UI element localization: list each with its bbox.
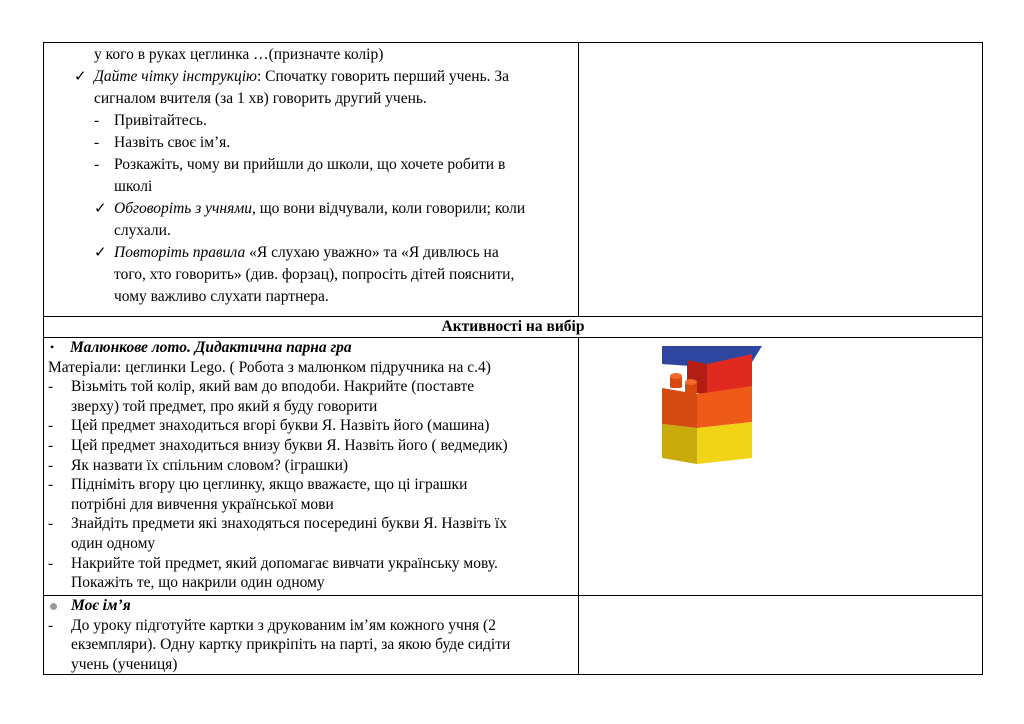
text-line: сигналом вчителя (за 1 хв) говорить другий учень. bbox=[94, 90, 427, 107]
dash-item bbox=[44, 616, 578, 636]
right-cell bbox=[578, 43, 982, 317]
checkmark-icon: ✓ bbox=[94, 201, 107, 217]
text-line: у кого в руках цеглинка …(призначте колір) bbox=[94, 46, 384, 63]
dash-item bbox=[44, 436, 578, 456]
dash-marker: - bbox=[48, 476, 54, 494]
text-line: потрібні для вивчення української мови bbox=[71, 495, 334, 513]
text-line: Підніміть вгору цю цеглинку, якщо вважаєте, що ці іграшки bbox=[71, 476, 468, 494]
dash-marker: - bbox=[48, 554, 54, 572]
activity-title: Малюнкове лото. Дидактична парна гра bbox=[70, 339, 352, 356]
dash-marker: - bbox=[48, 378, 54, 396]
dash-item bbox=[44, 554, 578, 574]
document-page bbox=[43, 42, 983, 675]
text-line: Як назвати їх спільним словом? (іграшки) bbox=[71, 456, 349, 474]
dash-item bbox=[44, 456, 578, 476]
check-item bbox=[44, 242, 578, 264]
table-row bbox=[44, 43, 983, 317]
text-line: До уроку підготуйте картки з друкованим ім’ям кожного учня (2 bbox=[71, 616, 496, 634]
instruction-text: : Спочатку говорить перший учень. За bbox=[256, 68, 510, 85]
materials-line: Матеріали: цеглинки Lego. ( Робота з малюнком підручника на с.4) bbox=[48, 358, 491, 376]
text-line: чому важливо слухати партнера. bbox=[114, 288, 329, 305]
checkmark-icon: ✓ bbox=[74, 69, 87, 85]
dash-marker: - bbox=[48, 417, 54, 435]
table-row bbox=[44, 596, 983, 675]
check-item bbox=[44, 66, 578, 88]
dash-marker: - bbox=[48, 456, 54, 474]
instruction-text: , що вони відчували, коли говорили; коли bbox=[251, 200, 526, 217]
text-line: Цей предмет знаходиться вгорі букви Я. Назвіть його (машина) bbox=[71, 417, 490, 435]
dash-item bbox=[44, 132, 578, 154]
dash-marker: - bbox=[48, 436, 54, 454]
table-row bbox=[44, 317, 983, 338]
text-line: слухали. bbox=[114, 222, 171, 239]
left-cell bbox=[44, 43, 579, 317]
right-cell bbox=[578, 596, 982, 675]
text-line: Покажіть те, що накрили один одному bbox=[71, 574, 325, 592]
text-line: один одному bbox=[71, 534, 156, 552]
text-line: екземпляри). Одну картку прикріпіть на парті, за якою буде сидіти bbox=[71, 636, 511, 654]
activity-title-line bbox=[44, 596, 578, 616]
check-item bbox=[44, 198, 578, 220]
dash-item bbox=[44, 416, 578, 436]
text-line: школі bbox=[114, 178, 153, 195]
dash-item bbox=[44, 154, 578, 176]
lego-bricks-image bbox=[657, 346, 767, 476]
dash-item bbox=[44, 514, 578, 534]
bullet-icon: • bbox=[50, 340, 55, 354]
activity-title-line bbox=[44, 338, 578, 358]
lesson-table bbox=[43, 42, 983, 675]
text-line: учень (учениця) bbox=[71, 655, 178, 673]
activity-title: Моє ім’я bbox=[71, 597, 131, 614]
instruction-emphasis: Повторіть правила bbox=[114, 244, 246, 261]
text-line: Цей предмет знаходиться внизу букви Я. Назвіть його ( ведмедик) bbox=[71, 436, 508, 454]
section-header: Активності на вибір bbox=[44, 317, 983, 338]
instruction-emphasis: Обговоріть з учнями bbox=[114, 200, 252, 217]
yellow-brick bbox=[697, 422, 752, 464]
dash-marker: - bbox=[48, 515, 54, 533]
text-line: Привітайтесь. bbox=[114, 112, 207, 129]
instruction-emphasis: Дайте чітку інструкцію bbox=[94, 68, 257, 85]
dash-item bbox=[44, 110, 578, 132]
text-line: зверху) той предмет, про який я буду говорити bbox=[71, 397, 378, 415]
dash-item bbox=[44, 475, 578, 495]
text-line: того, хто говорить» (див. форзац), попросіть дітей пояснити, bbox=[114, 266, 515, 283]
bullet-icon bbox=[50, 603, 57, 610]
dash-marker: - bbox=[94, 156, 100, 173]
dash-marker: - bbox=[48, 616, 54, 634]
text-line: Візьміть той колір, який вам до вподоби. Накрийте (поставте bbox=[71, 378, 475, 396]
dash-item bbox=[44, 377, 578, 397]
text-line: Назвіть своє ім’я. bbox=[114, 134, 231, 151]
checkmark-icon: ✓ bbox=[94, 245, 107, 261]
table-row bbox=[44, 338, 983, 596]
text-line: Розкажіть, чому ви прийшли до школи, що хочете робити в bbox=[114, 156, 506, 173]
dash-marker: - bbox=[94, 134, 100, 151]
text-line: Знайдіть предмети які знаходяться посередині букви Я. Назвіть їх bbox=[71, 515, 507, 533]
text-line: Накрийте той предмет, який допомагає вивчати українську мову. bbox=[71, 554, 498, 572]
instruction-text: «Я слухаю уважно» та «Я дивлюсь на bbox=[245, 244, 499, 261]
left-cell bbox=[44, 338, 579, 596]
dash-marker: - bbox=[94, 112, 100, 129]
right-cell bbox=[578, 338, 982, 596]
left-cell bbox=[44, 596, 579, 675]
